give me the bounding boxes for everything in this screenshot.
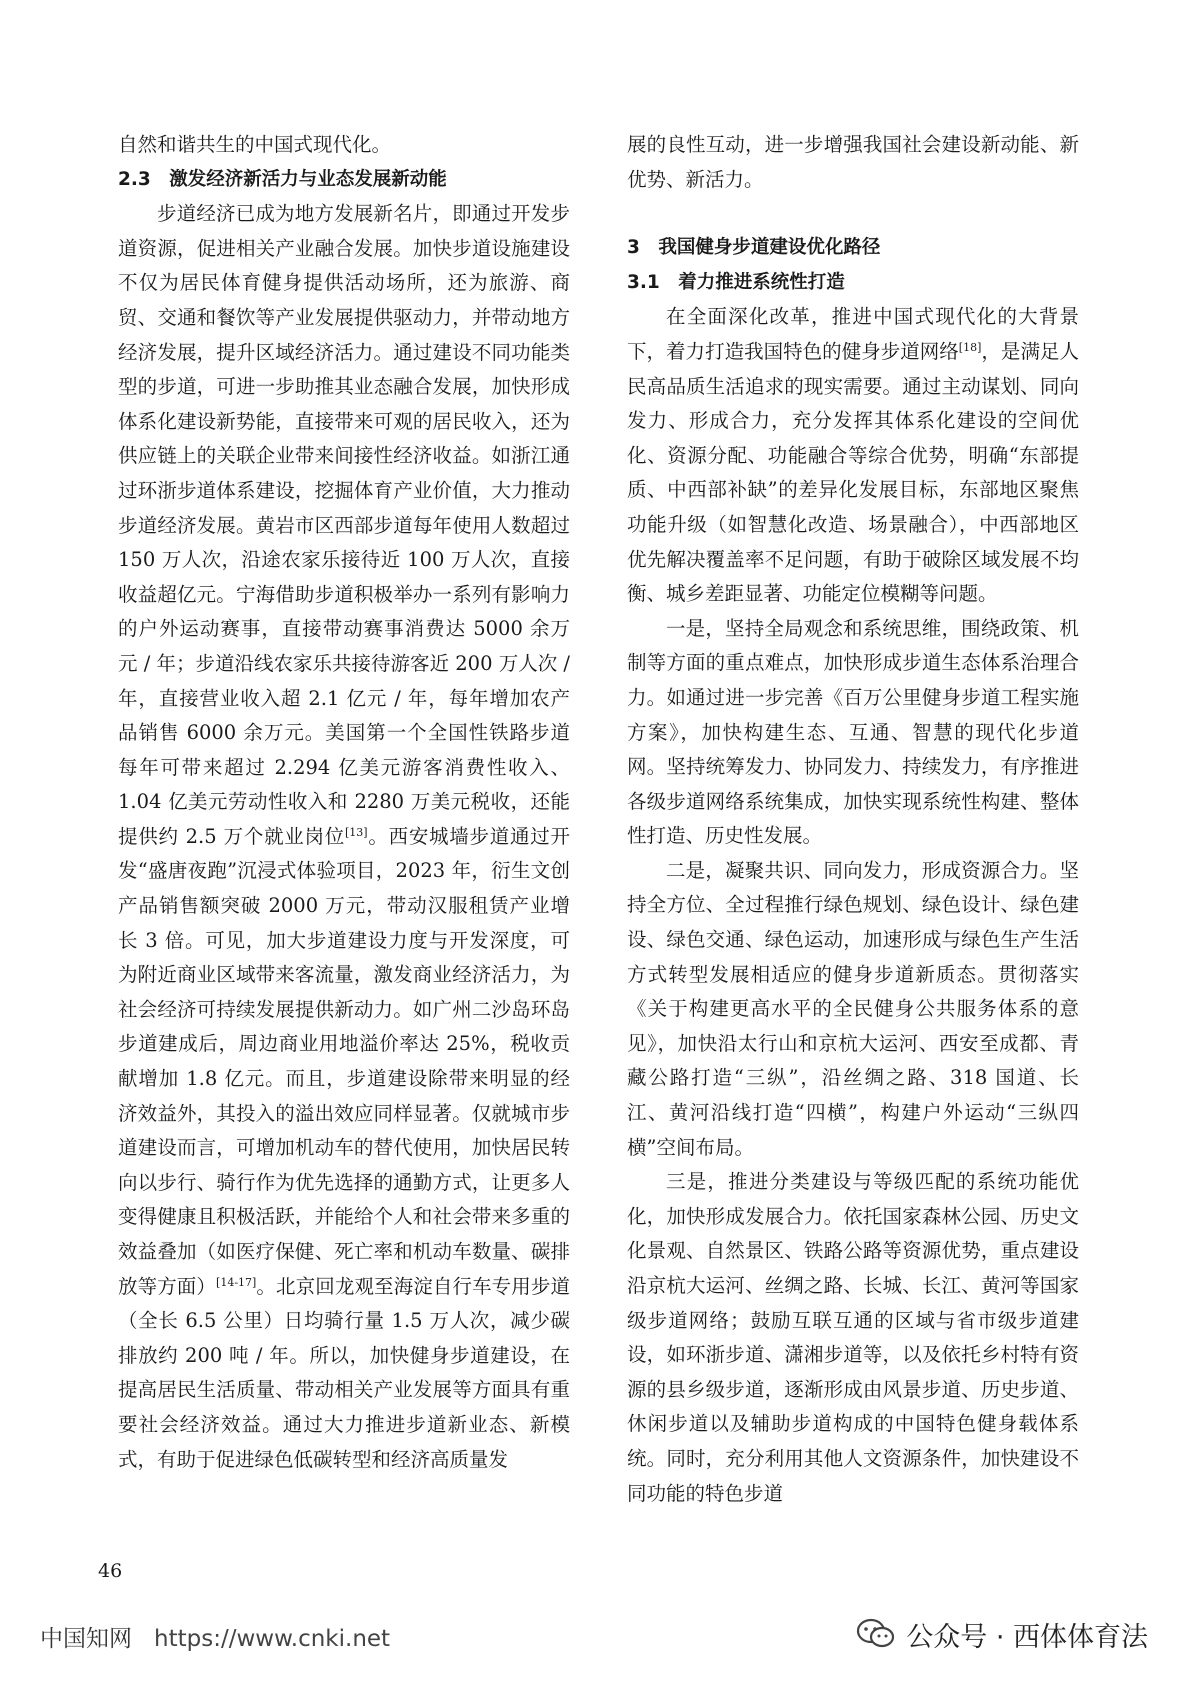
wechat-watermark [856, 1612, 1148, 1656]
left-paragraph-1-text-a: 步道经济已成为地方发展新名片，即通过开发步道资源，促进相关产业融合发展。加快步道设施建设不仅为居民体育健身提供活动场所，还为旅游、商贸、交通和餐饮等产业发展提供驱动力，并带动地方经济发展，提升区域经济活力。通过建设不同功能类型的步道，可进一步助推其业态融合发展，加快形成体系化建设新势能，直接带来可观的居民收入，还为供应链上的关联企业带来间接性经济收益。如浙江通过环浙步道体系建设，挖掘体育产业价值，大力推动步道经济发展。黄岩市区西部步道每年使用人数超过 150 万人次，沿途农家乐接待近 100 万人次，直接收益超亿元。宁海借助步道积极举办一系列有影响力的户外运动赛事，直接带动赛事消费达 5000 余万元 / 年；步道沿线农家乐共接待游客近 200 万人次 / 年，直接营业收入超 2.1 亿元 / 年，每年增加农产品销售 6000 余万元。美国第一个全国性铁路步道每年可带来超过 2.294 亿美元游客消费性收入、1.04 亿美元劳动性收入和 2280 万美元税收，还能提供约 2.5 万个就业岗位 [118, 202, 570, 848]
right-paragraph-2: 一是，坚持全局观念和系统思维，围绕政策、机制等方面的重点难点，加快形成步道生态体系治理合力。如通过进一步完善《百万公里健身步道工程实施方案》，加快构建生态、互通、智慧的现代化步道网。坚持统筹发力、协同发力、持续发力，有序推进各级步道网络系统集成，加快实现系统性构建、整体性打造、历史性发展。 [627, 616, 1079, 848]
right-paragraph-4: 三是，推进分类建设与等级匹配的系统功能优化，加快形成发展合力。依托国家森林公园、历史文化景观、自然景区、铁路公路等资源优势，重点建设沿京杭大运河、丝绸之路、长城、长江、黄河等国家级步道网络；鼓励互联互通的区域与省市级步道建设，如环浙步道、潇湘步道等，以及依托乡村特有资源的县乡级步道，逐渐形成由风景步道、历史步道、休闲步道以及辅助步道构成的中国特色健身载体系统。同时，充分利用其他人文资源条件，加快建设不同功能的特色步道 [627, 1170, 1079, 1505]
right-paragraph-3: 二是，凝聚共识、同向发力，形成资源合力。坚持全方位、全过程推行绿色规划、绿色设计、绿色建设、绿色交通、绿色运动，加速形成与绿色生产生活方式转型发展相适应的健身步道新质态。贯彻落实《关于构建更高水平的全民健身公共服务体系的意见》，加快沿太行山和京杭大运河、西安至成都、青藏公路打造“三纵”，沿丝绸之路、318 国道、长江、黄河沿线打造“四横”，构建户外运动“三纵四横”空间布局。 [627, 858, 1079, 1159]
right-paragraph-carryover: 展的良性互动，进一步增强我国社会建设新动能、新优势、新活力。 [627, 133, 1079, 191]
wechat-account-name: 公众号 · 西体体育法 [906, 1621, 1148, 1653]
right-column [627, 128, 1079, 1511]
citation-14-17[interactable]: [14-17] [216, 1275, 257, 1289]
section-heading-2-3: 2.3 激发经济新活力与业态发展新动能 [118, 168, 447, 190]
right-paragraph-1 [627, 300, 1079, 611]
left-paragraph-1-text-c: 。北京回龙观至海淀自行车专用步道（全长 6.5 公里）日均骑行量 1.5 万人次，减少碳排放约 200 吨 / 年。所以，加快健身步道建设，在提高居民生活质量、带动相关产业发展等方面具有重要社会经济效益。通过大力推进步道新业态、新模式，有助于促进绿色低碳转型和经济高质量发 [118, 1274, 570, 1471]
left-column [118, 128, 570, 1477]
section-gap [627, 197, 1079, 231]
citation-18[interactable]: [18] [958, 340, 982, 354]
wechat-icon [856, 1618, 896, 1650]
page-number: 46 [98, 1560, 123, 1582]
section-heading-3-1: 3.1 着力推进系统性打造 [627, 271, 845, 293]
left-paragraph-1-text-b: 。西安城墙步道通过开发“盛唐夜跑”沉浸式体验项目，2023 年，衍生文创产品销售额突破 2000 万元，带动汉服租赁产业增长 3 倍。可见，加大步道建设力度与开发深度，可为附近商业区域带来客流量，激发商业经济活力，为社会经济可持续发展提供新动力。如广州二沙岛环岛步道建成后，周边商业用地溢价率达 25%，税收贡献增加 1.8 亿元。而且，步道建设除带来明显的经济效益外，其投入的溢出效应同样显著。仅就城市步道建设而言，可增加机动车的替代使用，加快居民转向以步行、骑行作为优先选择的通勤方式，让更多人变得健康且积极活跃，并能给个人和社会带来多重的效益叠加（如医疗保健、死亡率和机动车数量、碳排放等方面） [118, 824, 570, 1298]
right-paragraph-1-text-b: ，是满足人民高品质生活追求的现实需要。通过主动谋划、同向发力、形成合力，充分发挥其体系化建设的空间优化、资源分配、功能融合等综合优势，明确“东部提质、中西部补缺”的差异化发展目标，东部地区聚焦功能升级（如智慧化改造、场景融合），中西部地区优先解决覆盖率不足问题，有助于破除区域发展不均衡、城乡差距显著、功能定位模糊等问题。 [627, 339, 1079, 606]
cnki-watermark [40, 1620, 390, 1653]
citation-13[interactable]: [13] [345, 825, 368, 839]
right-paragraph-1-text-a: 在全面深化改革，推进中国式现代化的大背景下，着力打造我国特色的健身步道网络 [627, 305, 1079, 363]
left-paragraph-carryover: 自然和谐共生的中国式现代化。 [118, 133, 392, 156]
section-heading-3: 3 我国健身步道建设优化路径 [627, 237, 881, 259]
cnki-url[interactable]: https://www.cnki.net [154, 1626, 391, 1652]
left-paragraph-1 [118, 197, 570, 1477]
cnki-logo-text: 中国知网 [40, 1626, 132, 1652]
